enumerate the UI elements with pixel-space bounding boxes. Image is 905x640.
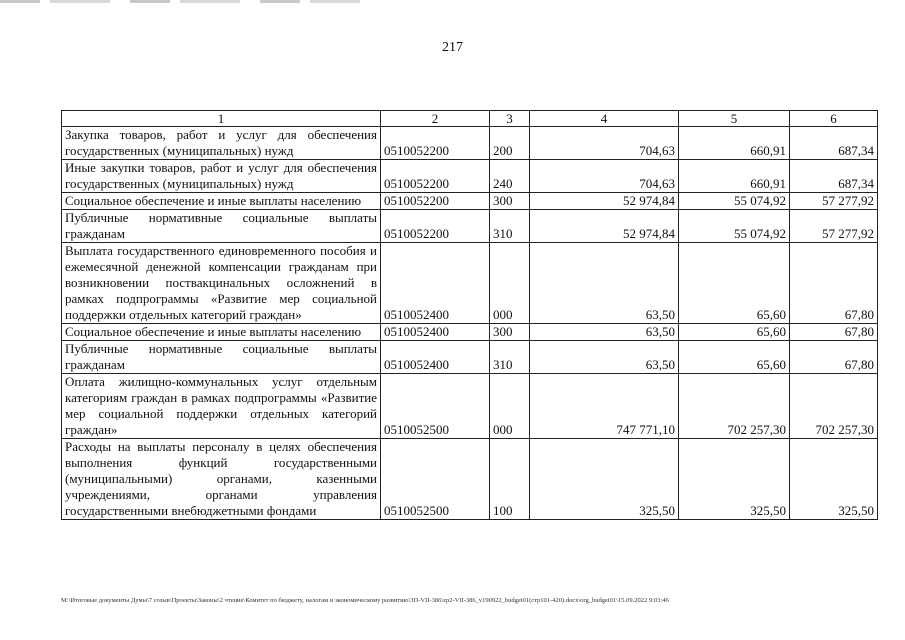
- value-col6-cell: 57 277,92: [790, 193, 878, 210]
- value-col5-cell: 702 257,30: [679, 374, 790, 439]
- expense-type-cell: 100: [490, 439, 530, 520]
- value-col4-cell: 63,50: [530, 324, 679, 341]
- value-col6-cell: 67,80: [790, 324, 878, 341]
- value-col6-cell: 67,80: [790, 243, 878, 324]
- value-col6-cell: 325,50: [790, 439, 878, 520]
- value-col6-cell: 57 277,92: [790, 210, 878, 243]
- table-row: [62, 160, 878, 193]
- row-name-cell: Социальное обеспечение и иные выплаты населению: [62, 324, 381, 341]
- column-header-5: 5: [679, 111, 790, 127]
- value-col5-cell: 660,91: [679, 160, 790, 193]
- target-code-cell: 0510052200: [381, 193, 490, 210]
- value-col4-cell: 704,63: [530, 160, 679, 193]
- row-name-cell: Публичные нормативные социальные выплаты гражданам: [62, 341, 381, 374]
- row-name-cell: Закупка товаров, работ и услуг для обеспечения государственных (муниципальных) нужд: [62, 127, 381, 160]
- table-row: [62, 341, 878, 374]
- value-col4-cell: 52 974,84: [530, 193, 679, 210]
- target-code-cell: 0510052500: [381, 439, 490, 520]
- value-col5-cell: 55 074,92: [679, 193, 790, 210]
- footer-file-path: M:\Итоговые документы Думы\7 созыв\Проекты\Законы\2 чтение\Комитет по бюджету, налогам и экономическому развитию\ЗП-VII-386\zp2-VII-386_v190922_budget01(стр101-420).docx\org_budget01\15.09.2022 9:03:46: [61, 597, 669, 604]
- row-name-cell: Оплата жилищно-коммунальных услуг отдельным категориям граждан в рамках подпрограммы «Развитие мер социальной поддержки отдельных категорий граждан»: [62, 374, 381, 439]
- column-header-2: 2: [381, 111, 490, 127]
- target-code-cell: 0510052200: [381, 127, 490, 160]
- row-name-cell: Публичные нормативные социальные выплаты гражданам: [62, 210, 381, 243]
- value-col4-cell: 704,63: [530, 127, 679, 160]
- target-code-cell: 0510052200: [381, 210, 490, 243]
- expense-type-cell: 000: [490, 374, 530, 439]
- value-col6-cell: 687,34: [790, 127, 878, 160]
- page-number: 217: [442, 40, 463, 55]
- column-header-6: 6: [790, 111, 878, 127]
- value-col4-cell: 63,50: [530, 341, 679, 374]
- table-row: [62, 439, 878, 520]
- value-col4-cell: 52 974,84: [530, 210, 679, 243]
- value-col4-cell: 747 771,10: [530, 374, 679, 439]
- column-header-3: 3: [490, 111, 530, 127]
- value-col5-cell: 65,60: [679, 341, 790, 374]
- target-code-cell: 0510052200: [381, 160, 490, 193]
- expense-type-cell: 240: [490, 160, 530, 193]
- expense-type-cell: 300: [490, 193, 530, 210]
- table-row: [62, 127, 878, 160]
- table-row: [62, 193, 878, 210]
- budget-table: [61, 110, 878, 520]
- expense-type-cell: 310: [490, 341, 530, 374]
- target-code-cell: 0510052400: [381, 324, 490, 341]
- scan-artifact: [0, 0, 360, 3]
- value-col6-cell: 687,34: [790, 160, 878, 193]
- value-col5-cell: 65,60: [679, 243, 790, 324]
- table-header-row: [62, 111, 878, 127]
- value-col5-cell: 660,91: [679, 127, 790, 160]
- value-col5-cell: 325,50: [679, 439, 790, 520]
- row-name-cell: Социальное обеспечение и иные выплаты населению: [62, 193, 381, 210]
- table-row: [62, 210, 878, 243]
- column-header-4: 4: [530, 111, 679, 127]
- target-code-cell: 0510052400: [381, 341, 490, 374]
- target-code-cell: 0510052500: [381, 374, 490, 439]
- table-row: [62, 324, 878, 341]
- value-col6-cell: 702 257,30: [790, 374, 878, 439]
- column-header-1: 1: [62, 111, 381, 127]
- expense-type-cell: 300: [490, 324, 530, 341]
- expense-type-cell: 310: [490, 210, 530, 243]
- table-row: [62, 374, 878, 439]
- row-name-cell: Расходы на выплаты персоналу в целях обеспечения выполнения функций государственными (муниципальными) органами, казенными учреждениями, органами управления государственными внебюджетными фондами: [62, 439, 381, 520]
- value-col5-cell: 55 074,92: [679, 210, 790, 243]
- expense-type-cell: 200: [490, 127, 530, 160]
- value-col6-cell: 67,80: [790, 341, 878, 374]
- expense-type-cell: 000: [490, 243, 530, 324]
- value-col4-cell: 325,50: [530, 439, 679, 520]
- value-col5-cell: 65,60: [679, 324, 790, 341]
- table-body: [62, 127, 878, 520]
- value-col4-cell: 63,50: [530, 243, 679, 324]
- row-name-cell: Выплата государственного единовременного пособия и ежемесячной денежной компенсации гражданам при возникновении поствакцинальных осложнений в рамках подпрограммы «Развитие мер социальной поддержки отдельных категорий граждан»: [62, 243, 381, 324]
- row-name-cell: Иные закупки товаров, работ и услуг для обеспечения государственных (муниципальных) нужд: [62, 160, 381, 193]
- target-code-cell: 0510052400: [381, 243, 490, 324]
- table-row: [62, 243, 878, 324]
